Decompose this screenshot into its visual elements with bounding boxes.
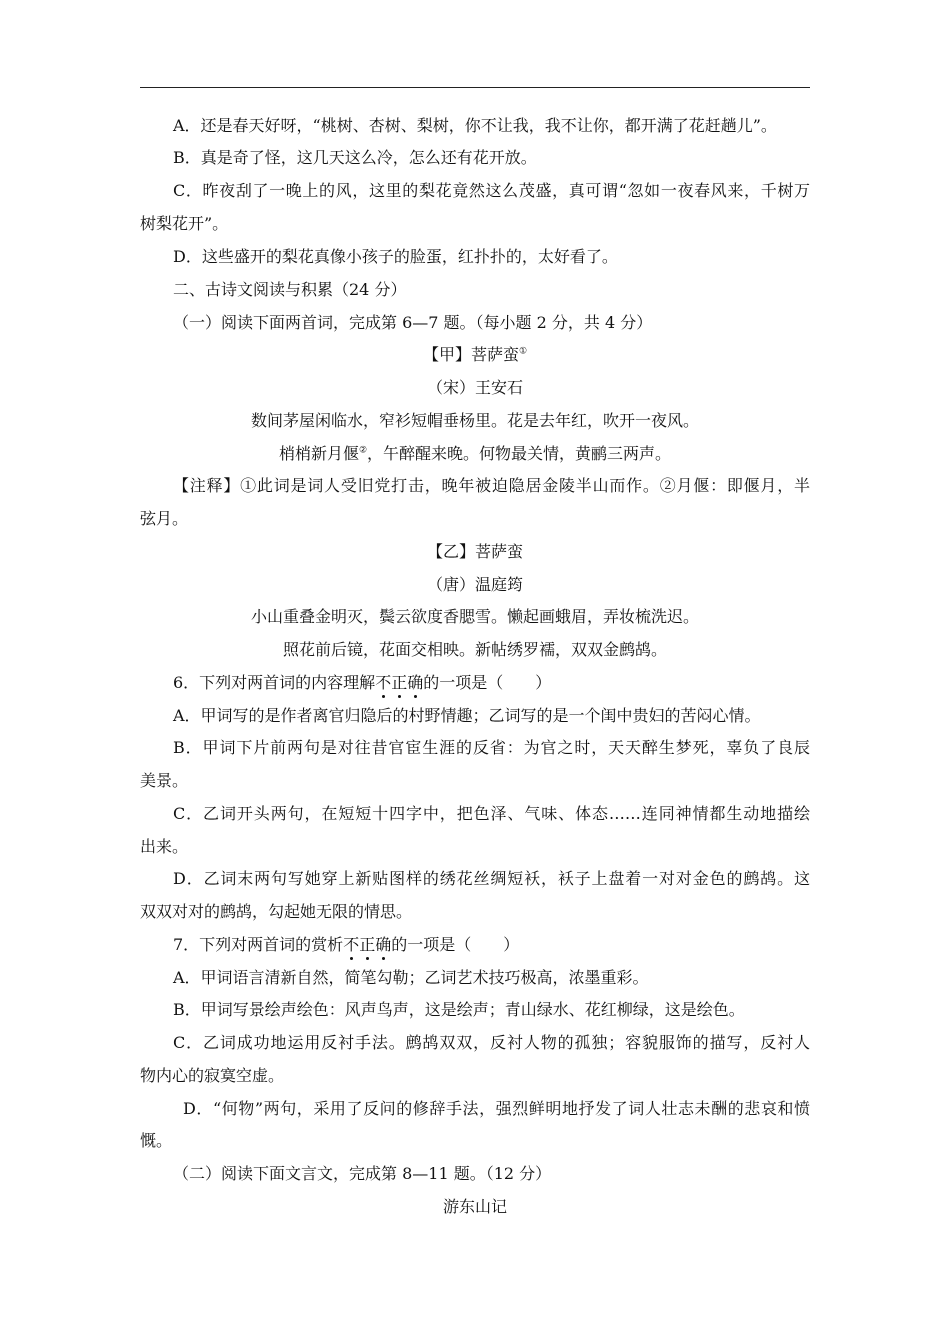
q6-stem-part-a: 6．下列对两首词的内容理解 — [173, 673, 376, 692]
q7-option-a: A．甲词语言清新自然，简笔勾勒；乙词艺术技巧极高，浓墨重彩。 — [173, 968, 649, 987]
q7-option-d-line2: 慨。 — [140, 1131, 173, 1150]
q5-option-b: B．真是奇了怪，这几天这么冷，怎么还有花开放。 — [173, 148, 537, 167]
part2-text-title: 游东山记 — [442, 1197, 507, 1216]
q7-emphasis-char: 正 — [359, 935, 376, 954]
q6-option-b-line2: 美景。 — [140, 771, 189, 790]
part2-instruction: （二）阅读下面文言文，完成第 8—11 题。（12 分） — [173, 1164, 552, 1183]
q5-option-d: D．这些盛开的梨花真像小孩子的脸蛋，红扑扑的，太好看了。 — [173, 247, 618, 266]
poem1-line2-part-a: 梢梢新月偃 — [278, 444, 359, 463]
q7-stem-part-b: 的一项是（ ） — [391, 935, 520, 954]
q7-option-c-line1: C．乙词成功地运用反衬手法。鹧鸪双双，反衬人物的孤独；容貌服饰的描写，反衬人 — [173, 1033, 810, 1052]
q6-option-c-line2: 出来。 — [140, 837, 189, 856]
q6-option-d-line2: 双双对对的鹧鸪，勾起她无限的情思。 — [140, 902, 413, 921]
poem2-title: 【乙】菩萨蛮 — [426, 542, 523, 561]
q7-option-d-line1: D．“何物”两句，采用了反问的修辞手法，强烈鲜明地抒发了词人壮志未酬的悲哀和愤 — [183, 1099, 810, 1118]
q5-option-a: A．还是春天好呀，“桃树、杏树、梨树，你不让我，我不让你，都开满了花赶趟儿”。 — [173, 116, 777, 135]
q7-emphasis-char: 不 — [343, 935, 360, 954]
q6-stem — [140, 673, 810, 693]
poem1-line2-part-b: ，午醉醒来晚。何物最关情，黄鹂三两声。 — [367, 444, 672, 463]
q6-stem-part-b: 的一项是（ ） — [423, 673, 552, 692]
q5-option-c-line2: 树梨花开”。 — [140, 214, 229, 233]
poem1-author: （宋）王安石 — [426, 378, 523, 397]
poem1-line2-note-mark: ② — [358, 445, 368, 456]
q6-option-c-line1: C．乙词开头两句，在短短十四字中，把色泽、气味、体态……连同神情都生动地描绘 — [173, 804, 810, 823]
poem2-line1: 小山重叠金明灭，鬓云欲度香腮雪。懒起画蛾眉，弄妆梳洗迟。 — [250, 607, 699, 626]
q6-option-a: A．甲词写的是作者离官归隐后的村野情趣；乙词写的是一个闺中贵妇的苦闷心情。 — [173, 706, 761, 725]
q7-emphasis-char: 确 — [375, 935, 392, 954]
poem2-author: （唐）温庭筠 — [426, 575, 523, 594]
poem1-note-line2: 弦月。 — [140, 509, 189, 528]
q5-option-c-line1: C．昨夜刮了一晚上的风，这里的梨花竟然这么茂盛，真可谓“忽如一夜春风来，千树万 — [173, 181, 810, 200]
q7-stem — [140, 935, 810, 955]
poem1-line1: 数间茅屋闲临水，窄衫短帽垂杨里。花是去年红，吹开一夜风。 — [250, 411, 699, 430]
q6-emphasis-char: 正 — [391, 673, 408, 692]
poem1-note-line1: 【注释】①此词是词人受旧党打击，晚年被迫隐居金陵半山而作。②月偃：即偃月，半 — [173, 476, 810, 495]
poem2-line2: 照花前后镜，花面交相映。新帖绣罗襦，双双金鹧鸪。 — [282, 640, 667, 659]
part1-instruction: （一）阅读下面两首词，完成第 6—7 题。（每小题 2 分，共 4 分） — [173, 313, 653, 332]
q6-option-b-line1: B．甲词下片前两句是对往昔官宦生涯的反省：为官之时，天天醉生梦死，辜负了良辰 — [173, 738, 810, 757]
poem1-line2 — [140, 444, 810, 464]
q7-option-c-line2: 物内心的寂寞空虚。 — [140, 1066, 285, 1085]
q6-option-d-line1: D．乙词末两句写她穿上新贴图样的绣花丝绸短袄，袄子上盘着一对对金色的鹧鸪。这 — [173, 869, 810, 888]
poem1-title — [140, 345, 810, 365]
q7-stem-part-a: 7．下列对两首词的赏析 — [173, 935, 344, 954]
poem1-title-text: 【甲】菩萨蛮 — [422, 345, 519, 364]
q6-emphasis-char: 确 — [407, 673, 424, 692]
q7-option-b: B．甲词写景绘声绘色：风声鸟声，这是绘声；青山绿水、花红柳绿，这是绘色。 — [173, 1000, 745, 1019]
section-heading: 二、古诗文阅读与积累（24 分） — [173, 280, 407, 299]
q6-emphasis-char: 不 — [375, 673, 392, 692]
poem1-title-note-mark: ① — [518, 346, 528, 357]
header-rule — [140, 87, 810, 88]
